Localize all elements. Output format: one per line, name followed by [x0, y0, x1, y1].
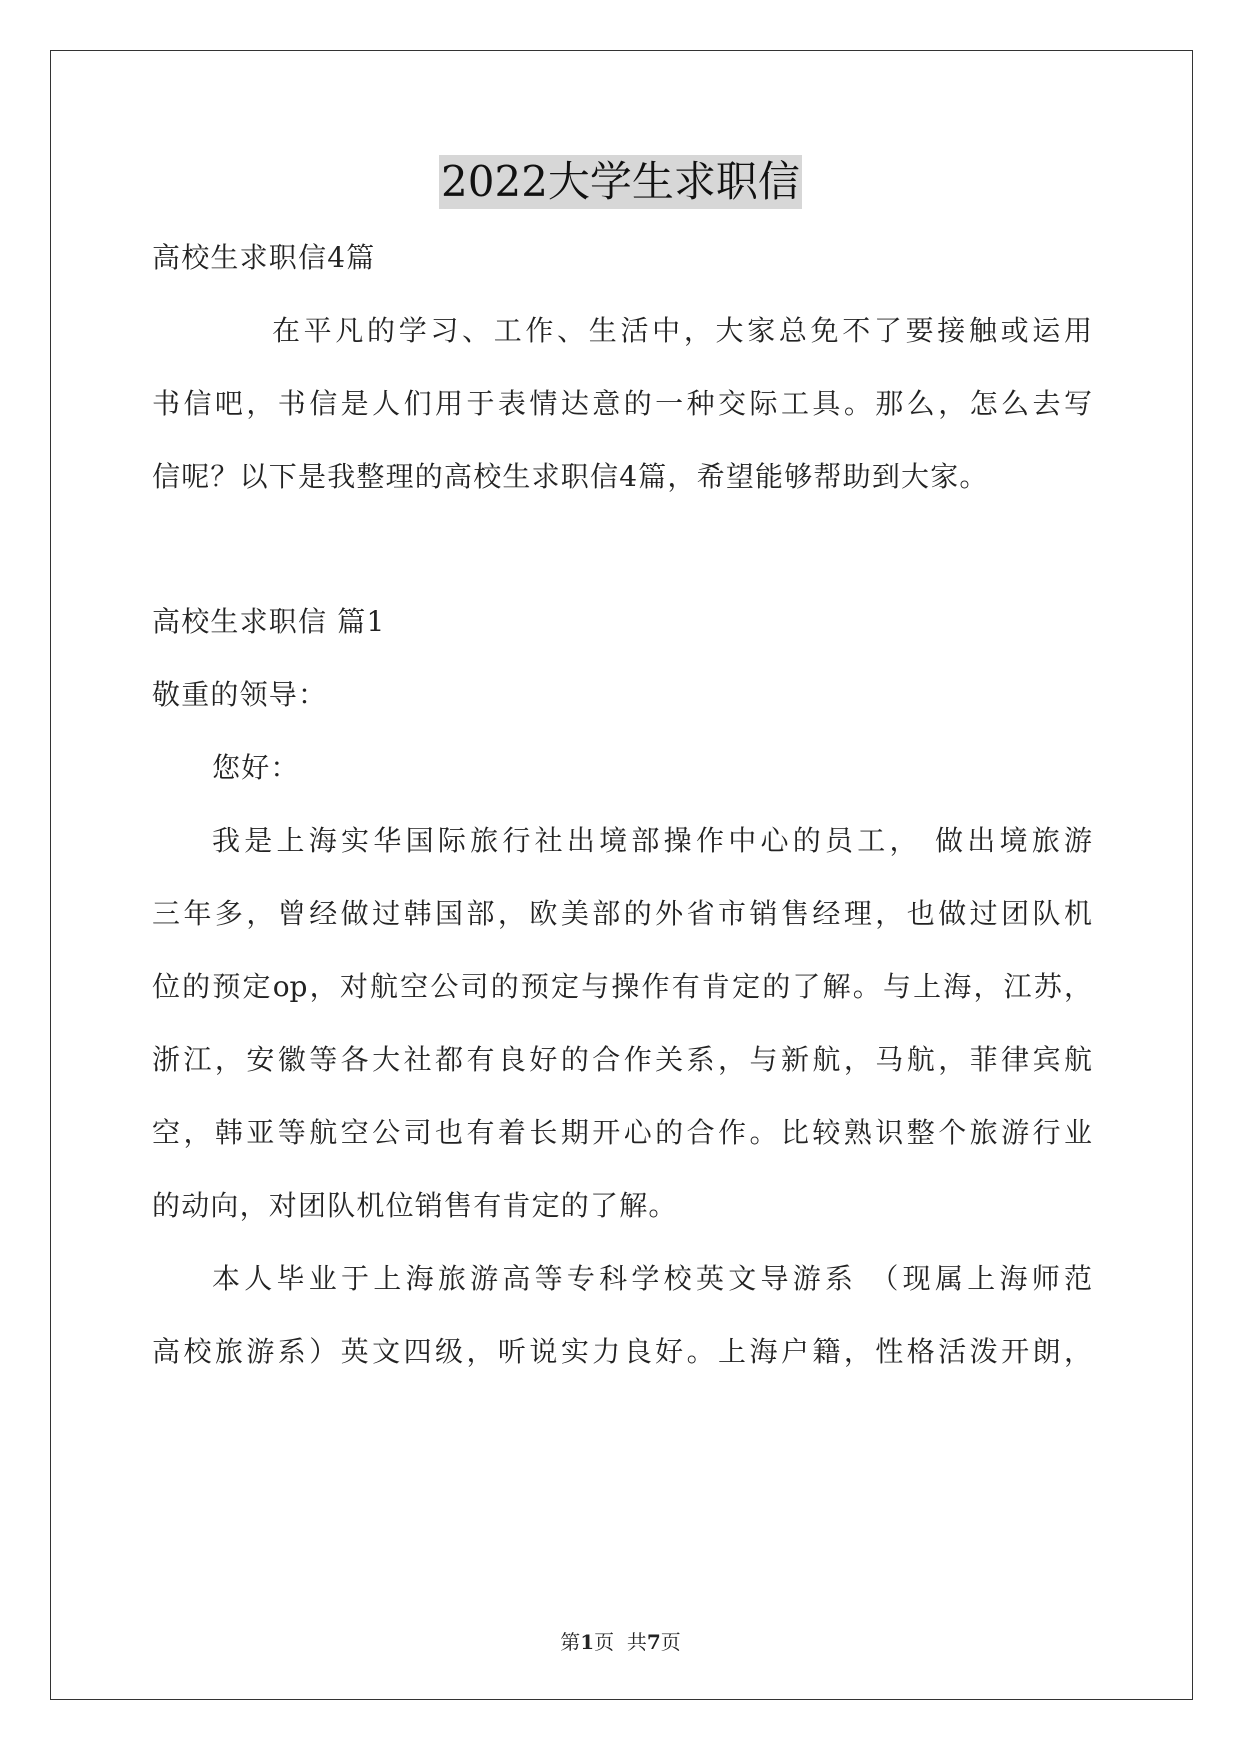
paragraph-line: 三年多，曾经做过韩国部，欧美部的外省市销售经理，也做过团队机: [152, 897, 1092, 930]
document-subtitle: 高校生求职信4篇: [152, 241, 376, 274]
intro-line: 在平凡的学习、工作、生活中，大家总免不了要接触或运用: [272, 314, 1092, 347]
intro-line: 信呢？以下是我整理的高校生求职信4篇，希望能够帮助到大家。: [152, 460, 989, 493]
paragraph-line: 位的预定op，对航空公司的预定与操作有肯定的了解。与上海，江苏，: [152, 970, 1092, 1003]
page-mid: 页 共: [594, 1630, 647, 1654]
page-footer: [0, 1629, 1241, 1655]
page-number: 1: [580, 1630, 595, 1654]
salutation: 敬重的领导：: [152, 678, 328, 711]
greeting: 您好：: [212, 751, 300, 784]
intro-line: 书信吧，书信是人们用于表情达意的一种交际工具。那么，怎么去写: [152, 387, 1092, 420]
paragraph-line: 空，韩亚等航空公司也有着长期开心的合作。比较熟识整个旅游行业: [152, 1116, 1092, 1149]
document-title: [0, 155, 1241, 209]
paragraph-line: 的动向，对团队机位销售有肯定的了解。: [152, 1189, 678, 1222]
paragraph-line: 本人毕业于上海旅游高等专科学校英文导游系 （现属上海师范: [212, 1262, 1092, 1295]
page-total: 7: [646, 1630, 661, 1654]
section-heading: 高校生求职信 篇1: [152, 605, 386, 638]
paragraph-line: 我是上海实华国际旅行社出境部操作中心的员工， 做出境旅游: [212, 824, 1092, 857]
document-title-text: 2022大学生求职信: [439, 155, 802, 209]
page-suffix: 页: [660, 1630, 681, 1654]
paragraph-line: 高校旅游系）英文四级，听说实力良好。上海户籍，性格活泼开朗，: [152, 1335, 1092, 1368]
page-border: [50, 50, 1193, 1700]
paragraph-line: 浙江，安徽等各大社都有良好的合作关系，与新航，马航，菲律宾航: [152, 1043, 1092, 1076]
page-prefix: 第: [560, 1630, 581, 1654]
